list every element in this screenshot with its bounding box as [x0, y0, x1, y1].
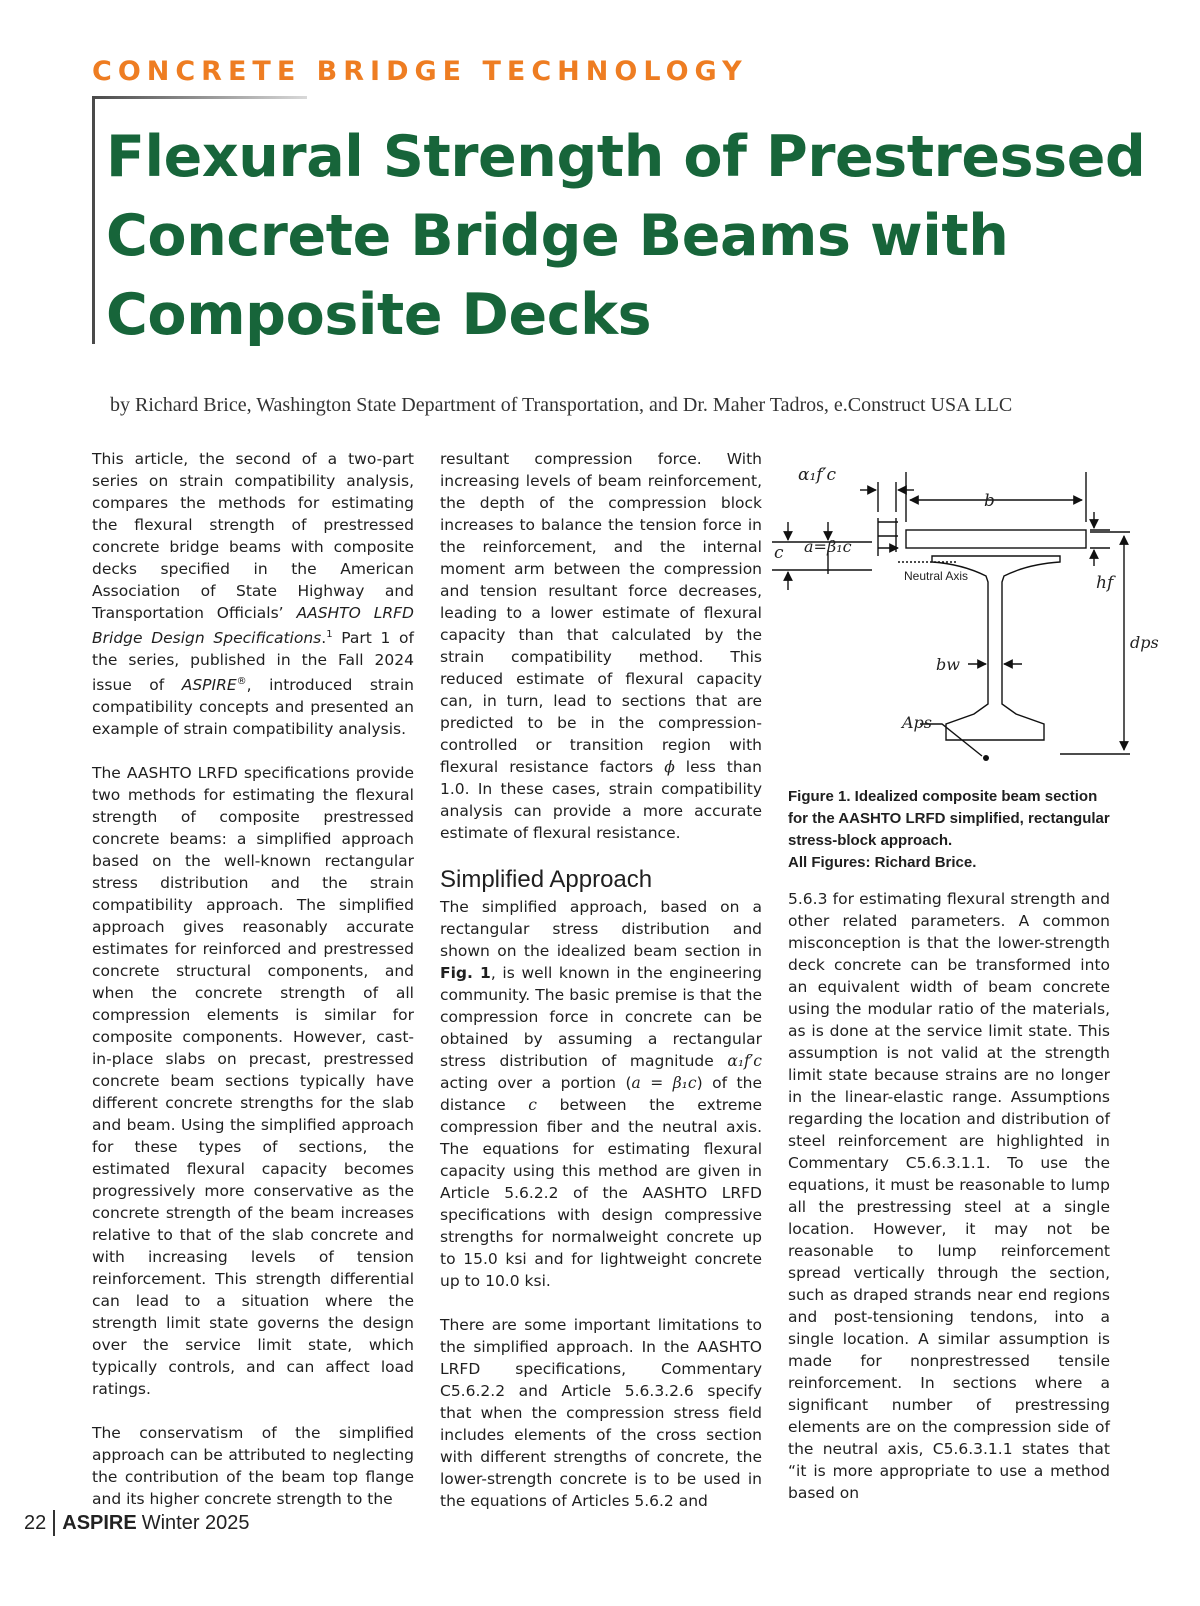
aps-label: Aps	[902, 713, 933, 732]
figure-caption: Figure 1. Idealized composite beam section for the AASHTO LRFD simplified, rectangular stress-block approach. All Figures: Richard Brice.	[788, 788, 1110, 871]
issue-label: Winter 2025	[141, 1511, 250, 1534]
a-label: a=β₁c	[804, 537, 852, 556]
column-2	[440, 448, 762, 1512]
page-number: 22	[24, 1511, 47, 1534]
c-label: c	[774, 543, 784, 563]
magazine-name: ASPIRE	[62, 1511, 137, 1534]
title-rule-vertical	[92, 96, 95, 344]
deck-slab	[906, 530, 1086, 548]
dps-label: dps	[1130, 633, 1159, 652]
page-footer	[24, 1510, 250, 1536]
beam-section-figure	[768, 452, 1168, 772]
paragraph: The AASHTO LRFD specifications provide two methods for estimating the flexural strength of composite prestressed concrete beams: a simplified approach based on the well-known rectangular stress distribution and the strain compatibility approach. The simplified approach gives reasonably accurate estimates for reinforced and prestressed concrete structural components, and when the concrete strength of all compression elements is similar for composite components. However, cast-in-place slabs on precast, prestressed concrete beam sections typically have different concrete strengths for the slab and beam. Using the simplified approach for these types of sections, the estimated flexural capacity becomes progressively more conservative as the concrete strength of the beam increases relative to that of the slab concrete and with increasing levels of tension reinforcement. This strength differential can lead to a situation where the strength limit state governs the design over the service limit state, which typically controls, and can affect load ratings.	[92, 764, 414, 1399]
figure-ref: Fig. 1	[440, 964, 491, 982]
article-title: Flexural Strength of Prestressed Concrete Bridge Beams with Composite Decks	[106, 124, 1146, 348]
paragraph: This article, the second of a two-part series on strain compatibility analysis, compares the methods for estimating the flexural strength of prestressed concrete bridge beams with composite decks specified in the American Association of State Highway and Transportation Officials’ AASHTO LRFD Bridge Design Specifications.$^1$ Part 1 of the series, published in the Fall 2024 issue of ASPIRE®, introduced strain compatibility concepts and presented an example of strain compatibility analysis.	[92, 450, 414, 739]
column-3	[788, 888, 1110, 1504]
footer-divider	[53, 1510, 55, 1536]
paragraph: There are some important limitations to the simplified approach. In the AASHTO LRFD specifications, Commentary C5.6.2.2 and Article 5.6.3.2.6 specify that when the compression stress field includes elements of the cross section with different strengths of concrete, the lower-strength concrete is to be used in the equations of Articles 5.6.2 and	[440, 1316, 762, 1510]
paragraph: The simplified approach, based on a rectangular stress distribution and shown on the idealized beam section in Fig. 1, is well known in the engineering community. The basic premise is that the compression force in concrete can be obtained by assuming a rectangular stress distribution of magnitude α₁f′c acting over a portion (a = β₁c) of the distance c between the extreme compression fiber and the neutral axis. The equations for estimating flexural capacity using this method are given in Article 5.6.2.2 of the AASHTO LRFD specifications with design compressive strengths for normalweight concrete up to 15.0 ksi and for lightweight concrete up to 10.0 ksi.	[440, 898, 762, 1290]
beam-outline	[932, 556, 1060, 740]
column-1	[92, 448, 414, 1510]
paragraph: resultant compression force. With increasing levels of beam reinforcement, the depth of the compression block increases to balance the tension force in the reinforcement, and the internal moment arm between the compression and tension resultant force decreases, leading to a lower estimate of flexural capacity than that calculated by the strain compatibility method. This reduced estimate of flexural capacity can, in turn, lead to sections that are predicted to be in the compression-controlled or transition region with flexural resistance factors ϕ less than 1.0. In these cases, strain compatibility analysis can provide a more accurate estimate of flexural resistance.	[440, 450, 762, 842]
footnote-ref: 1	[326, 629, 333, 640]
stress-label: α₁f′c	[798, 465, 836, 485]
neutral-axis-label: Neutral Axis	[904, 569, 969, 583]
section-kicker: CONCRETE BRIDGE TECHNOLOGY	[92, 56, 748, 87]
prestressing-steel-centroid	[983, 755, 989, 761]
b-label: b	[984, 491, 995, 511]
paragraph: The conservatism of the simplified approach can be attributed to neglecting the contribution of the beam top flange and its higher concrete strength to the	[92, 1424, 414, 1509]
byline: by Richard Brice, Washington State Department of Transportation, and Dr. Maher Tadros, e.Construct USA LLC	[110, 394, 1013, 416]
hf-label: hf	[1096, 573, 1114, 593]
paragraph: 5.6.3 for estimating flexural strength and other related parameters. A common misconception is that the lower-strength deck concrete can be transformed into an equivalent width of beam concrete using the modular ratio of the materials, as is done at the service limit state. This assumption is not valid at the strength limit state because strains are no longer in the linear-elastic range. Assumptions regarding the location and distribution of steel reinforcement are highlighted in Commentary C5.6.3.1.1. To use the equations, it must be reasonable to lump all the prestressing steel at a single location. However, it may not be reasonable to lump reinforcement spread vertically through the section, such as draped strands near end regions and post-tensioning tendons, into a single location. A similar assumption is made for nonprestressed tensile reinforcement. In sections where a significant number of prestressing elements are on the compression side of the neutral axis, C5.6.3.1.1 states that “it is more appropriate to use a method based on	[788, 890, 1110, 1502]
section-heading: Simplified Approach	[440, 866, 653, 893]
title-rule-horizontal	[92, 96, 307, 99]
figure-credit: All Figures: Richard Brice.	[788, 854, 977, 871]
bw-label: bw	[936, 655, 960, 674]
